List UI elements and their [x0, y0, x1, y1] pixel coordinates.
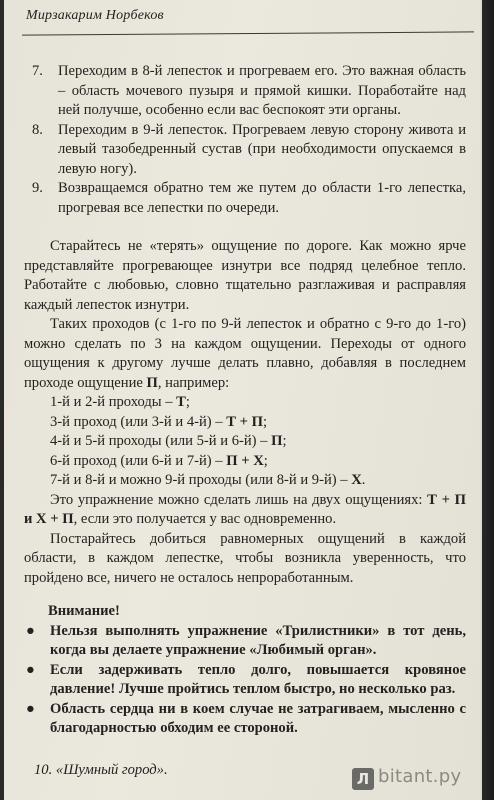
watermark: bitant.ру: [378, 766, 462, 787]
emphasis: Т + П и Х + П: [24, 491, 466, 527]
book-page: [4, 0, 482, 800]
page-edge-shadow: [480, 0, 494, 800]
bullet-dot-icon: ●: [26, 700, 35, 717]
notice-bullet: [24, 622, 466, 661]
paragraph-text: Это упражнение можно сделать лишь на двух ощущениях:: [50, 491, 428, 508]
emphasis: П: [146, 374, 158, 391]
step-number: 9.: [32, 180, 43, 196]
pass-text: 6-й проход (или 6-й и 7-й) –: [50, 452, 227, 469]
notice-text: Нельзя выполнять упражнение «Трилистники» в тот день, когда вы делаете упражнение «Любимый орган».: [50, 622, 466, 658]
pass-line: [24, 452, 466, 472]
paragraph: [24, 315, 466, 393]
next-exercise-title: 10. «Шумный город».: [34, 762, 168, 778]
notice-text: Если задерживать тепло долго, повышается кровяное давление! Лучше пройтись теплом быстро, но несколько раз.: [50, 661, 466, 697]
notice-title: Внимание!: [48, 603, 120, 619]
pass-text: 7-й и 8-й и можно 9-й проходы (или 8-й и 9-й) –: [50, 472, 352, 488]
pass-sensation: П + Х: [226, 452, 264, 469]
pass-punct: ;: [282, 433, 287, 449]
step-text: Переходим в 8-й лепесток и прогреваем его. Это важная область – область мочевого пузыря и прямой кишки. Поработайте над ней получше, особенно если вас беспокоят эти органы.: [58, 63, 466, 118]
pass-line: [24, 432, 466, 452]
pass-text: 3-й проход (или 3-й и 4-й) –: [50, 413, 227, 430]
pass-line: [24, 413, 466, 433]
bullet-dot-icon: ●: [26, 661, 35, 678]
notice-bullet: [24, 700, 466, 739]
paragraph: Старайтесь не «терять» ощущение по дороге. Как можно ярче представляйте прогревающее изнутри все подряд целебное тепло. Работайте с любовью, словно тщательно разглаживая и расправляя каждый лепесток изнутри.: [24, 238, 466, 313]
pass-punct: .: [361, 472, 366, 488]
step-text: Возвращаемся обратно тем же путем до области 1-го лепестка, прогревая все лепестки по очереди.: [58, 180, 466, 216]
paragraph-text: , например:: [157, 374, 230, 391]
step-number: 8.: [32, 121, 43, 138]
step-item: [24, 121, 466, 180]
step-text: Переходим в 9-й лепесток. Прогреваем левую сторону живота и левый тазобедренный сустав (при необходимости опускаемся в левую ногу).: [58, 121, 466, 177]
pass-punct: ;: [185, 394, 190, 410]
step-item: [24, 179, 466, 218]
running-header: Мирзакарим Норбеков: [26, 8, 164, 23]
step-number: 7.: [32, 63, 43, 79]
header-rule: [22, 31, 474, 35]
pass-text: 1-й и 2-й проходы –: [50, 394, 177, 410]
step-item: [24, 62, 466, 121]
pass-line: [24, 393, 466, 413]
paragraph-text: , если это получается у вас одновременно.: [73, 511, 337, 527]
paragraph: Постарайтесь добиться равномерных ощущений в каждой области, в каждом лепестке, чтобы возникла уверенность, что пройдено все, ничего не осталось непроработанным.: [24, 530, 466, 586]
bullet-dot-icon: ●: [26, 622, 35, 639]
page-body: [24, 62, 466, 739]
notice-bullet: [24, 661, 466, 700]
site-logo-icon: Л: [352, 768, 374, 790]
paragraph: [24, 491, 466, 530]
pass-punct: ;: [263, 452, 268, 469]
pass-line: [24, 471, 466, 491]
pass-sensation: Т + П: [226, 413, 263, 430]
notice-text: Область сердца ни в коем случае не затрагиваем, мысленно с благодарностью обходим ее стороной.: [50, 700, 466, 736]
pass-text: 4-й и 5-й проходы (или 5-й и 6-й) –: [50, 433, 272, 449]
pass-sensation: Х: [351, 472, 362, 488]
spacer: [24, 218, 466, 237]
pass-sensation: Т: [176, 394, 186, 410]
pass-punct: ;: [262, 413, 268, 430]
paragraph-text: Таких проходов (с 1-го по 9-й лепесток и обратно с 9-го до 1-го) можно сделать по 3 на каждом ощущении. Переходы от одного ощущения к другому лучше делать плавно, добавляя в последнем проходе ощущение: [24, 316, 466, 391]
pass-sensation: П: [271, 433, 283, 449]
